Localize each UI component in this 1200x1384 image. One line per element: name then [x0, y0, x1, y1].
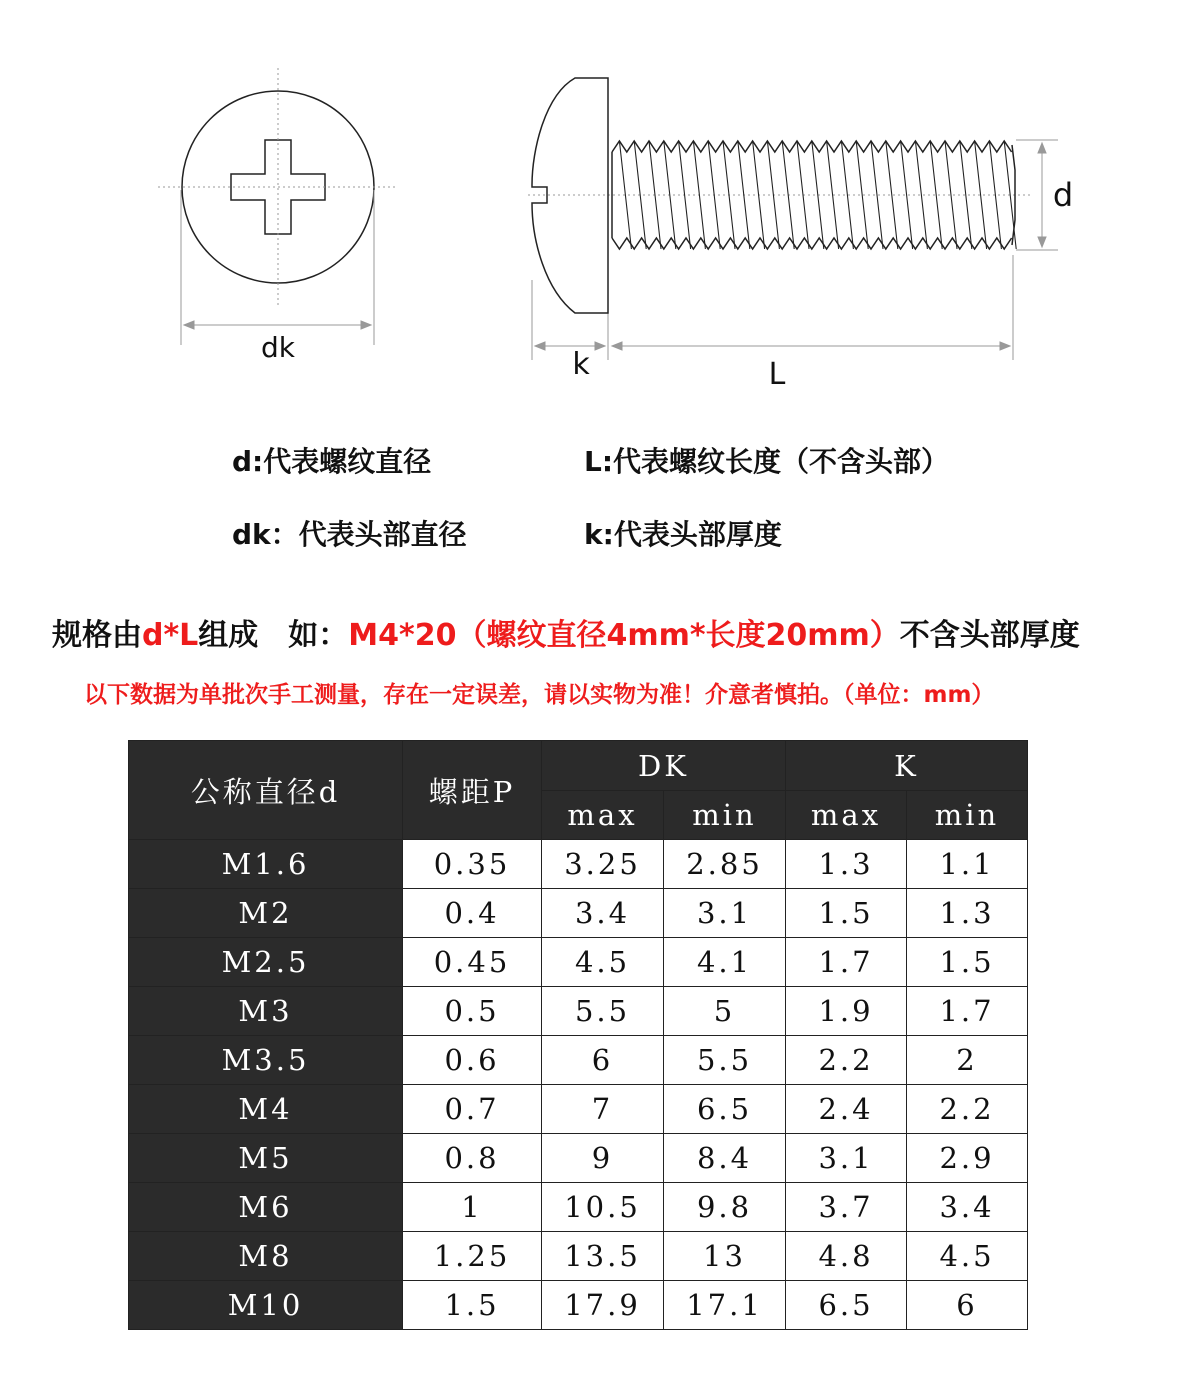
cell-dk-min: 5	[664, 987, 786, 1036]
cell-pitch: 1.5	[403, 1281, 542, 1330]
cell-dk-min: 8.4	[664, 1134, 786, 1183]
cell-k-min: 2	[907, 1036, 1028, 1085]
header-k-max: max	[786, 791, 907, 840]
cell-dk-max: 3.4	[542, 889, 664, 938]
cell-k-max: 1.9	[786, 987, 907, 1036]
cell-pitch: 0.7	[403, 1085, 542, 1134]
cell-size: M5	[129, 1134, 403, 1183]
table-row	[129, 1183, 1028, 1232]
cell-k-min: 4.5	[907, 1232, 1028, 1281]
k-label: k	[572, 347, 590, 382]
cell-k-max: 2.2	[786, 1036, 907, 1085]
cell-size: M10	[129, 1281, 403, 1330]
cell-pitch: 0.6	[403, 1036, 542, 1085]
table-row	[129, 987, 1028, 1036]
cell-pitch: 0.8	[403, 1134, 542, 1183]
L-label: L	[768, 357, 786, 392]
cell-k-min: 6	[907, 1281, 1028, 1330]
cell-k-max: 1.3	[786, 840, 907, 889]
cell-dk-max: 3.25	[542, 840, 664, 889]
spec-part1: 规格由	[52, 618, 142, 653]
header-dk: DK	[542, 741, 786, 791]
cell-dk-min: 5.5	[664, 1036, 786, 1085]
cell-k-max: 3.7	[786, 1183, 907, 1232]
cell-size: M8	[129, 1232, 403, 1281]
header-k: K	[786, 741, 1028, 791]
header-size: 公称直径d	[129, 741, 403, 840]
cell-size: M4	[129, 1085, 403, 1134]
table-row	[129, 938, 1028, 987]
cell-k-min: 2.9	[907, 1134, 1028, 1183]
legend-d: d:代表螺纹直径	[232, 445, 432, 478]
measurement-note: 以下数据为单批次手工测量，存在一定误差，请以实物为准！介意者慎拍。（单位：mm）	[84, 682, 995, 708]
cell-dk-min: 4.1	[664, 938, 786, 987]
cell-dk-min: 6.5	[664, 1085, 786, 1134]
table-row	[129, 1036, 1028, 1085]
table-row	[129, 840, 1028, 889]
cell-k-min: 1.7	[907, 987, 1028, 1036]
cell-pitch: 0.4	[403, 889, 542, 938]
header-pitch: 螺距P	[403, 741, 542, 840]
spec-part2: d*L	[142, 618, 199, 653]
cell-dk-min: 13	[664, 1232, 786, 1281]
cell-size: M3.5	[129, 1036, 403, 1085]
cell-pitch: 0.45	[403, 938, 542, 987]
cell-dk-max: 7	[542, 1085, 664, 1134]
cell-k-max: 6.5	[786, 1281, 907, 1330]
cell-k-max: 2.4	[786, 1085, 907, 1134]
table-row	[129, 1134, 1028, 1183]
table-row	[129, 1281, 1028, 1330]
cell-dk-max: 17.9	[542, 1281, 664, 1330]
table-row	[129, 1085, 1028, 1134]
cell-k-min: 3.4	[907, 1183, 1028, 1232]
header-dk-max: max	[542, 791, 664, 840]
cell-pitch: 1	[403, 1183, 542, 1232]
cell-dk-min: 2.85	[664, 840, 786, 889]
cell-dk-max: 4.5	[542, 938, 664, 987]
dk-label: dk	[261, 331, 295, 364]
legend-k: k:代表头部厚度	[584, 518, 782, 551]
cell-dk-max: 10.5	[542, 1183, 664, 1232]
cell-size: M1.6	[129, 840, 403, 889]
cell-k-min: 2.2	[907, 1085, 1028, 1134]
thread-line	[612, 238, 1012, 249]
cell-dk-min: 17.1	[664, 1281, 786, 1330]
cell-dk-max: 5.5	[542, 987, 664, 1036]
cell-dk-min: 9.8	[664, 1183, 786, 1232]
cell-k-max: 1.5	[786, 889, 907, 938]
cell-size: M6	[129, 1183, 403, 1232]
header-k-min: min	[907, 791, 1028, 840]
cell-size: M2.5	[129, 938, 403, 987]
cell-k-max: 1.7	[786, 938, 907, 987]
spec-table	[128, 740, 1028, 1330]
d-label: d	[1052, 176, 1074, 214]
cell-pitch: 0.35	[403, 840, 542, 889]
cell-pitch: 1.25	[403, 1232, 542, 1281]
cell-dk-max: 13.5	[542, 1232, 664, 1281]
cell-k-max: 3.1	[786, 1134, 907, 1183]
legend-dk: dk：代表头部直径	[232, 518, 467, 551]
cell-dk-max: 6	[542, 1036, 664, 1085]
spec-example: M4*20（螺纹直径4mm*长度20mm）	[348, 618, 900, 653]
table-row	[129, 889, 1028, 938]
cell-k-min: 1.1	[907, 840, 1028, 889]
legend-L: L:代表螺纹长度（不含头部）	[584, 445, 950, 478]
cell-dk-min: 3.1	[664, 889, 786, 938]
cell-dk-max: 9	[542, 1134, 664, 1183]
cell-k-min: 1.3	[907, 889, 1028, 938]
spec-part3: 组成 如：	[198, 618, 349, 653]
screw-diagram	[0, 0, 1200, 400]
header-dk-min: min	[664, 791, 786, 840]
cell-k-max: 4.8	[786, 1232, 907, 1281]
spec-part5: 不含头部厚度	[899, 618, 1080, 653]
cell-size: M3	[129, 987, 403, 1036]
cell-size: M2	[129, 889, 403, 938]
cell-k-min: 1.5	[907, 938, 1028, 987]
spec-line	[52, 610, 1080, 654]
cell-pitch: 0.5	[403, 987, 542, 1036]
table-row	[129, 1232, 1028, 1281]
